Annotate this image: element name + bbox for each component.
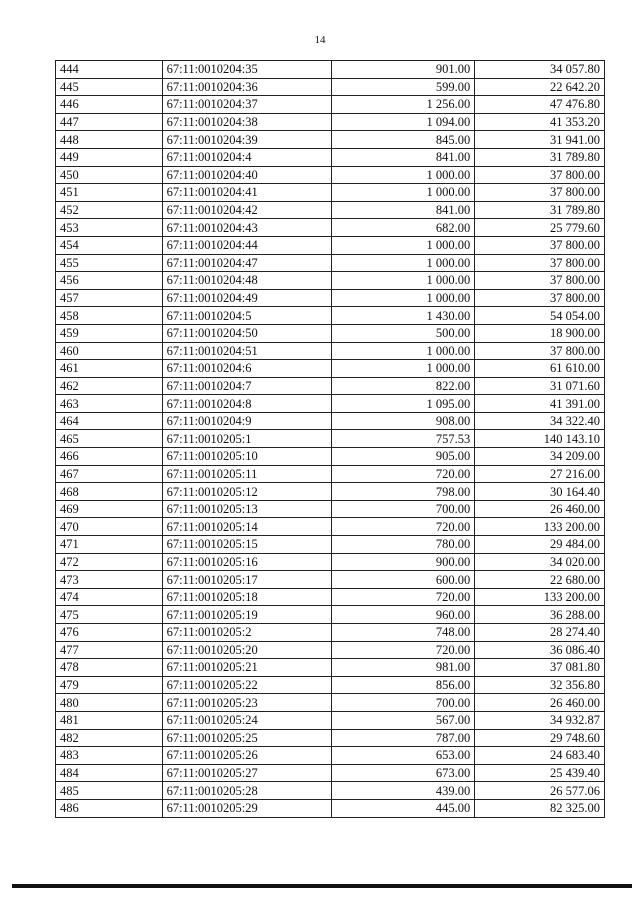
table-row: [56, 518, 605, 536]
row-number-cell: 466: [56, 448, 163, 466]
value-cell: 41 353.20: [475, 113, 605, 131]
row-number-cell: 478: [56, 659, 163, 677]
table-row: [56, 96, 605, 114]
area-cell: 500.00: [331, 324, 475, 342]
area-cell: 748.00: [331, 624, 475, 642]
value-cell: 24 683.40: [475, 747, 605, 765]
value-cell: 34 209.00: [475, 448, 605, 466]
table-row: [56, 624, 605, 642]
cadastral-number-cell: 67:11:0010205:24: [162, 711, 331, 729]
value-cell: 36 288.00: [475, 606, 605, 624]
value-cell: 27 216.00: [475, 465, 605, 483]
cadastral-number-cell: 67:11:0010204:49: [162, 289, 331, 307]
row-number-cell: 451: [56, 184, 163, 202]
area-cell: 599.00: [331, 78, 475, 96]
cadastral-number-cell: 67:11:0010205:19: [162, 606, 331, 624]
table-row: [56, 113, 605, 131]
row-number-cell: 454: [56, 236, 163, 254]
value-cell: 133 200.00: [475, 588, 605, 606]
land-registry-table: [55, 60, 605, 818]
table-row: [56, 553, 605, 571]
row-number-cell: 461: [56, 360, 163, 378]
table-row: [56, 412, 605, 430]
table-row: [56, 184, 605, 202]
cadastral-number-cell: 67:11:0010204:41: [162, 184, 331, 202]
value-cell: 31 941.00: [475, 131, 605, 149]
cadastral-number-cell: 67:11:0010204:8: [162, 395, 331, 413]
row-number-cell: 475: [56, 606, 163, 624]
cadastral-number-cell: 67:11:0010205:23: [162, 694, 331, 712]
row-number-cell: 450: [56, 166, 163, 184]
value-cell: 37 800.00: [475, 166, 605, 184]
row-number-cell: 449: [56, 148, 163, 166]
cadastral-number-cell: 67:11:0010204:48: [162, 272, 331, 290]
table-row: [56, 606, 605, 624]
area-cell: 1 000.00: [331, 166, 475, 184]
table-row: [56, 254, 605, 272]
table-row: [56, 571, 605, 589]
table-row: [56, 78, 605, 96]
cadastral-number-cell: 67:11:0010204:37: [162, 96, 331, 114]
value-cell: 31 789.80: [475, 148, 605, 166]
cadastral-number-cell: 67:11:0010204:9: [162, 412, 331, 430]
table-row: [56, 465, 605, 483]
cadastral-number-cell: 67:11:0010205:11: [162, 465, 331, 483]
row-number-cell: 446: [56, 96, 163, 114]
area-cell: 900.00: [331, 553, 475, 571]
table-row: [56, 641, 605, 659]
row-number-cell: 476: [56, 624, 163, 642]
row-number-cell: 457: [56, 289, 163, 307]
row-number-cell: 448: [56, 131, 163, 149]
value-cell: 28 274.40: [475, 624, 605, 642]
value-cell: 36 086.40: [475, 641, 605, 659]
table-row: [56, 659, 605, 677]
area-cell: 1 000.00: [331, 236, 475, 254]
row-number-cell: 479: [56, 676, 163, 694]
area-cell: 1 000.00: [331, 184, 475, 202]
area-cell: 787.00: [331, 729, 475, 747]
area-cell: 1 430.00: [331, 307, 475, 325]
cadastral-number-cell: 67:11:0010204:39: [162, 131, 331, 149]
area-cell: 841.00: [331, 201, 475, 219]
area-cell: 905.00: [331, 448, 475, 466]
row-number-cell: 467: [56, 465, 163, 483]
cadastral-number-cell: 67:11:0010205:25: [162, 729, 331, 747]
value-cell: 29 748.60: [475, 729, 605, 747]
area-cell: 960.00: [331, 606, 475, 624]
area-cell: 981.00: [331, 659, 475, 677]
table-row: [56, 148, 605, 166]
cadastral-number-cell: 67:11:0010205:13: [162, 500, 331, 518]
value-cell: 82 325.00: [475, 799, 605, 817]
row-number-cell: 477: [56, 641, 163, 659]
cadastral-number-cell: 67:11:0010204:51: [162, 342, 331, 360]
area-cell: 1 000.00: [331, 289, 475, 307]
area-cell: 1 094.00: [331, 113, 475, 131]
area-cell: 720.00: [331, 641, 475, 659]
table-row: [56, 131, 605, 149]
row-number-cell: 480: [56, 694, 163, 712]
area-cell: 600.00: [331, 571, 475, 589]
cadastral-number-cell: 67:11:0010205:29: [162, 799, 331, 817]
value-cell: 34 020.00: [475, 553, 605, 571]
area-cell: 439.00: [331, 782, 475, 800]
cadastral-number-cell: 67:11:0010205:16: [162, 553, 331, 571]
cadastral-number-cell: 67:11:0010204:40: [162, 166, 331, 184]
value-cell: 37 800.00: [475, 236, 605, 254]
cadastral-number-cell: 67:11:0010205:22: [162, 676, 331, 694]
row-number-cell: 473: [56, 571, 163, 589]
table-row: [56, 219, 605, 237]
cadastral-number-cell: 67:11:0010204:36: [162, 78, 331, 96]
row-number-cell: 471: [56, 536, 163, 554]
value-cell: 34 932.87: [475, 711, 605, 729]
area-cell: 798.00: [331, 483, 475, 501]
area-cell: 780.00: [331, 536, 475, 554]
value-cell: 41 391.00: [475, 395, 605, 413]
cadastral-number-cell: 67:11:0010205:17: [162, 571, 331, 589]
row-number-cell: 464: [56, 412, 163, 430]
area-cell: 673.00: [331, 764, 475, 782]
value-cell: 31 789.80: [475, 201, 605, 219]
table-row: [56, 430, 605, 448]
table-row: [56, 272, 605, 290]
table-row: [56, 676, 605, 694]
value-cell: 25 779.60: [475, 219, 605, 237]
value-cell: 32 356.80: [475, 676, 605, 694]
area-cell: 720.00: [331, 465, 475, 483]
row-number-cell: 456: [56, 272, 163, 290]
area-cell: 822.00: [331, 377, 475, 395]
table-row: [56, 61, 605, 79]
row-number-cell: 470: [56, 518, 163, 536]
cadastral-number-cell: 67:11:0010205:26: [162, 747, 331, 765]
row-number-cell: 460: [56, 342, 163, 360]
area-cell: 720.00: [331, 588, 475, 606]
value-cell: 25 439.40: [475, 764, 605, 782]
value-cell: 22 642.20: [475, 78, 605, 96]
row-number-cell: 444: [56, 61, 163, 79]
value-cell: 31 071.60: [475, 377, 605, 395]
value-cell: 26 577.06: [475, 782, 605, 800]
area-cell: 567.00: [331, 711, 475, 729]
cadastral-number-cell: 67:11:0010205:27: [162, 764, 331, 782]
area-cell: 1 095.00: [331, 395, 475, 413]
cadastral-number-cell: 67:11:0010204:44: [162, 236, 331, 254]
area-cell: 720.00: [331, 518, 475, 536]
cadastral-number-cell: 67:11:0010204:35: [162, 61, 331, 79]
area-cell: 1 256.00: [331, 96, 475, 114]
value-cell: 37 800.00: [475, 184, 605, 202]
table-row: [56, 360, 605, 378]
table-row: [56, 289, 605, 307]
value-cell: 37 800.00: [475, 289, 605, 307]
cadastral-number-cell: 67:11:0010204:4: [162, 148, 331, 166]
table-row: [56, 448, 605, 466]
row-number-cell: 469: [56, 500, 163, 518]
cadastral-number-cell: 67:11:0010204:50: [162, 324, 331, 342]
value-cell: 22 680.00: [475, 571, 605, 589]
value-cell: 37 800.00: [475, 342, 605, 360]
row-number-cell: 462: [56, 377, 163, 395]
table-row: [56, 324, 605, 342]
row-number-cell: 452: [56, 201, 163, 219]
table-row: [56, 747, 605, 765]
row-number-cell: 447: [56, 113, 163, 131]
cadastral-number-cell: 67:11:0010204:47: [162, 254, 331, 272]
cadastral-number-cell: 67:11:0010205:20: [162, 641, 331, 659]
table-row: [56, 588, 605, 606]
area-cell: 653.00: [331, 747, 475, 765]
value-cell: 37 081.80: [475, 659, 605, 677]
table-body: [56, 61, 605, 818]
table-row: [56, 799, 605, 817]
table-row: [56, 307, 605, 325]
area-cell: 1 000.00: [331, 360, 475, 378]
value-cell: 61 610.00: [475, 360, 605, 378]
table-row: [56, 201, 605, 219]
area-cell: 908.00: [331, 412, 475, 430]
value-cell: 133 200.00: [475, 518, 605, 536]
row-number-cell: 486: [56, 799, 163, 817]
value-cell: 29 484.00: [475, 536, 605, 554]
area-cell: 841.00: [331, 148, 475, 166]
table-row: [56, 729, 605, 747]
cadastral-number-cell: 67:11:0010205:12: [162, 483, 331, 501]
area-cell: 901.00: [331, 61, 475, 79]
cadastral-number-cell: 67:11:0010204:6: [162, 360, 331, 378]
table-row: [56, 764, 605, 782]
table-row: [56, 342, 605, 360]
area-cell: 845.00: [331, 131, 475, 149]
page-footer-rule: [12, 884, 632, 888]
cadastral-number-cell: 67:11:0010204:42: [162, 201, 331, 219]
row-number-cell: 468: [56, 483, 163, 501]
row-number-cell: 485: [56, 782, 163, 800]
row-number-cell: 484: [56, 764, 163, 782]
page-number: 14: [314, 34, 326, 46]
row-number-cell: 474: [56, 588, 163, 606]
row-number-cell: 463: [56, 395, 163, 413]
cadastral-number-cell: 67:11:0010205:28: [162, 782, 331, 800]
table-row: [56, 236, 605, 254]
value-cell: 37 800.00: [475, 254, 605, 272]
value-cell: 140 143.10: [475, 430, 605, 448]
area-cell: 700.00: [331, 500, 475, 518]
value-cell: 18 900.00: [475, 324, 605, 342]
cadastral-number-cell: 67:11:0010204:43: [162, 219, 331, 237]
table-row: [56, 500, 605, 518]
table-row: [56, 166, 605, 184]
area-cell: 1 000.00: [331, 342, 475, 360]
cadastral-number-cell: 67:11:0010205:21: [162, 659, 331, 677]
table-row: [56, 536, 605, 554]
row-number-cell: 458: [56, 307, 163, 325]
area-cell: 700.00: [331, 694, 475, 712]
row-number-cell: 445: [56, 78, 163, 96]
table-row: [56, 395, 605, 413]
cadastral-number-cell: 67:11:0010205:1: [162, 430, 331, 448]
table-row: [56, 377, 605, 395]
value-cell: 37 800.00: [475, 272, 605, 290]
cadastral-number-cell: 67:11:0010205:18: [162, 588, 331, 606]
cadastral-number-cell: 67:11:0010205:15: [162, 536, 331, 554]
value-cell: 30 164.40: [475, 483, 605, 501]
row-number-cell: 453: [56, 219, 163, 237]
row-number-cell: 455: [56, 254, 163, 272]
value-cell: 34 322.40: [475, 412, 605, 430]
cadastral-number-cell: 67:11:0010204:5: [162, 307, 331, 325]
row-number-cell: 483: [56, 747, 163, 765]
area-cell: 445.00: [331, 799, 475, 817]
row-number-cell: 472: [56, 553, 163, 571]
value-cell: 26 460.00: [475, 500, 605, 518]
value-cell: 54 054.00: [475, 307, 605, 325]
cadastral-number-cell: 67:11:0010205:2: [162, 624, 331, 642]
table-row: [56, 782, 605, 800]
area-cell: 757.53: [331, 430, 475, 448]
row-number-cell: 465: [56, 430, 163, 448]
table-row: [56, 711, 605, 729]
table-row: [56, 483, 605, 501]
area-cell: 1 000.00: [331, 272, 475, 290]
row-number-cell: 459: [56, 324, 163, 342]
table-row: [56, 694, 605, 712]
value-cell: 26 460.00: [475, 694, 605, 712]
cadastral-number-cell: 67:11:0010205:10: [162, 448, 331, 466]
cadastral-number-cell: 67:11:0010204:7: [162, 377, 331, 395]
cadastral-number-cell: 67:11:0010204:38: [162, 113, 331, 131]
row-number-cell: 482: [56, 729, 163, 747]
area-cell: 682.00: [331, 219, 475, 237]
cadastral-number-cell: 67:11:0010205:14: [162, 518, 331, 536]
area-cell: 856.00: [331, 676, 475, 694]
value-cell: 47 476.80: [475, 96, 605, 114]
area-cell: 1 000.00: [331, 254, 475, 272]
value-cell: 34 057.80: [475, 61, 605, 79]
row-number-cell: 481: [56, 711, 163, 729]
